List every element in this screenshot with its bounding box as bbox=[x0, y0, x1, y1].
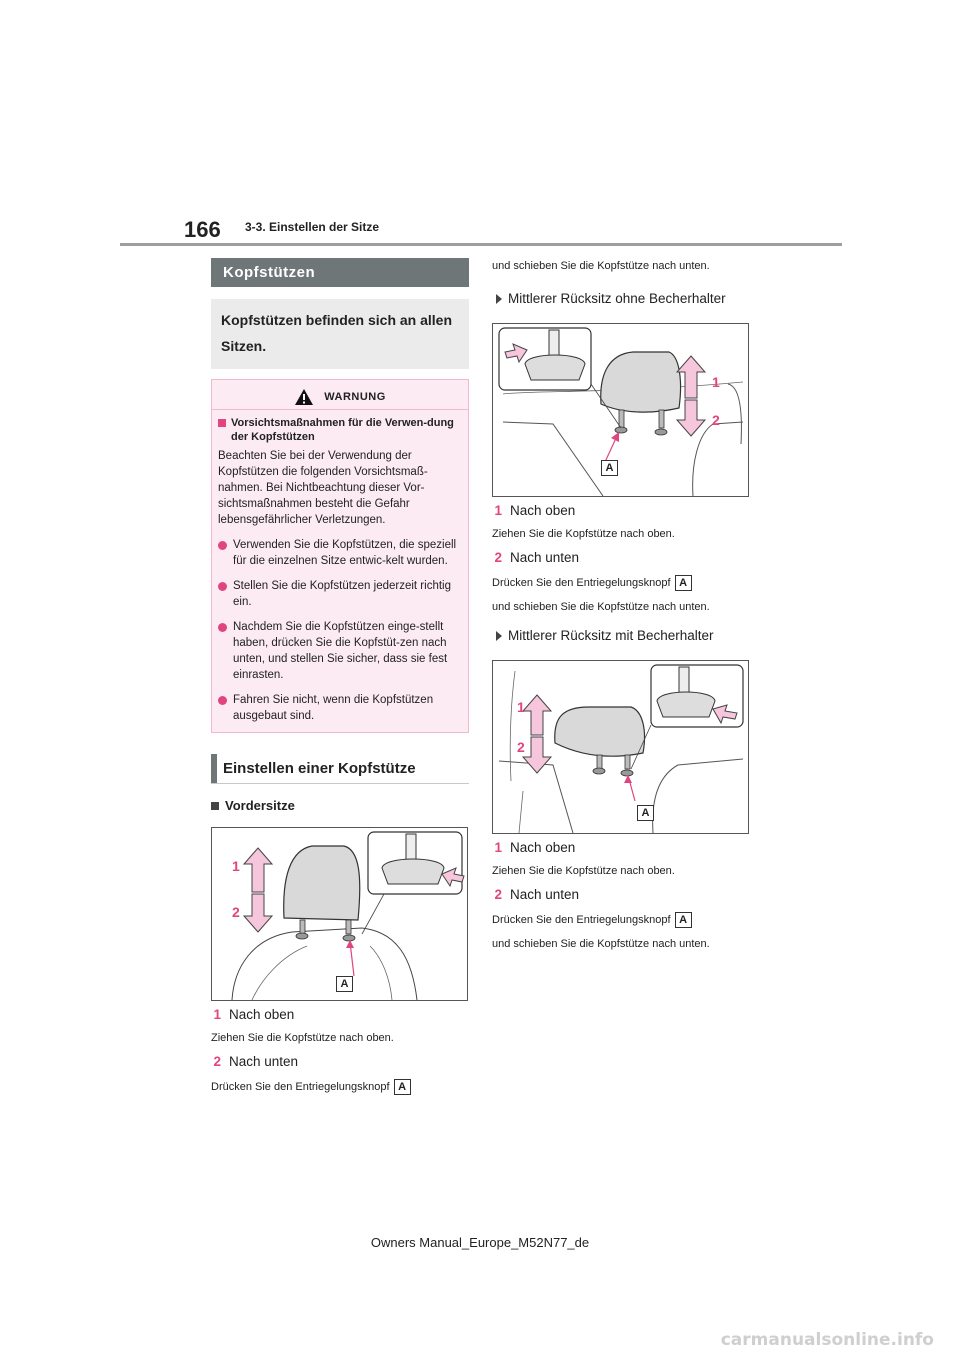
step-note bbox=[492, 575, 750, 591]
warning-label: WARNUNG bbox=[324, 390, 386, 403]
warning-title bbox=[218, 416, 462, 444]
front-seats-title: Vordersitze bbox=[225, 798, 295, 813]
watermark: carmanualsonline.info bbox=[720, 1330, 934, 1350]
warning-triangle-icon bbox=[294, 388, 314, 406]
left-column bbox=[211, 258, 469, 1095]
dot-bullet-icon bbox=[218, 541, 227, 550]
warning-item bbox=[218, 692, 462, 724]
step-number: 1 bbox=[494, 840, 502, 856]
figure-label-2: 2 bbox=[232, 904, 240, 920]
step-note-text: Drücken Sie den Entriegelungsknopf bbox=[211, 1081, 390, 1093]
figure-label-2: 2 bbox=[517, 739, 525, 756]
right-column bbox=[492, 258, 750, 952]
triangle-bullet-icon bbox=[496, 294, 502, 304]
release-button-badge: A bbox=[675, 575, 692, 591]
warning-box bbox=[211, 379, 469, 733]
warning-item-text: Stellen Sie die Kopfstützen jederzeit richtig ein. bbox=[233, 580, 451, 608]
step-number: 2 bbox=[213, 1054, 221, 1069]
continued-note: und schieben Sie die Kopfstütze nach unten. bbox=[492, 260, 710, 272]
warning-item bbox=[218, 619, 462, 683]
step-note-text: Drücken Sie den Entriegelungsknopf bbox=[492, 577, 671, 589]
triangle-bullet-icon bbox=[496, 631, 502, 641]
section-title-adjust: Einstellen einer Kopfstütze bbox=[211, 754, 469, 784]
rear-seat-no-cup-drawing bbox=[493, 324, 749, 497]
footer-text: Owners Manual_Europe_M52N77_de bbox=[370, 1235, 590, 1250]
step-label: Nach unten bbox=[229, 1054, 299, 1069]
header-section-title: 3-3. Einstellen der Sitze bbox=[245, 220, 380, 234]
section-title-headrests: Kopfstützen bbox=[211, 258, 469, 287]
figure-label-1: 1 bbox=[232, 858, 240, 874]
step-number: 2 bbox=[494, 550, 502, 565]
warning-item bbox=[218, 578, 462, 610]
warning-item bbox=[218, 537, 462, 569]
warning-item-text: Fahren Sie nicht, wenn die Kopfstützen ausgebaut sind. bbox=[233, 694, 434, 722]
intro-box: Kopfstützen befinden sich an allen Sitzen. bbox=[211, 299, 469, 369]
page-number: 166 bbox=[184, 217, 221, 242]
rear-seat-cup-drawing bbox=[493, 661, 749, 834]
step-note: Ziehen Sie die Kopfstütze nach oben. bbox=[211, 1032, 394, 1044]
rear-no-cup-title: Mittlerer Rücksitz ohne Becherhalter bbox=[508, 291, 726, 306]
dot-bullet-icon bbox=[218, 696, 227, 705]
figure-label-2: 2 bbox=[712, 412, 720, 428]
step-number: 1 bbox=[213, 1007, 221, 1022]
step-number: 2 bbox=[494, 887, 502, 903]
front-seats-heading bbox=[211, 798, 469, 813]
step-down bbox=[492, 550, 750, 565]
step-note-continued: und schieben Sie die Kopfstütze nach unten. bbox=[492, 601, 710, 614]
step-label: Nach unten bbox=[510, 887, 580, 903]
step-label: Nach oben bbox=[510, 503, 576, 518]
step-up bbox=[492, 503, 750, 518]
step-note-text: Drücken Sie den Entriegelungsknopf bbox=[492, 914, 671, 927]
rear-cup-title: Mittlerer Rücksitz mit Becherhalter bbox=[508, 628, 714, 644]
release-button-badge: A bbox=[394, 1079, 411, 1095]
step-label: Nach unten bbox=[510, 550, 580, 565]
step-label: Nach oben bbox=[229, 1007, 295, 1022]
step-note-continued: und schieben Sie die Kopfstütze nach unten. bbox=[492, 938, 710, 951]
rear-cup-heading bbox=[492, 628, 750, 643]
step-note: Ziehen Sie die Kopfstütze nach oben. bbox=[492, 865, 675, 878]
step-down bbox=[492, 887, 750, 902]
warning-title-text: Vorsichtsmaßnahmen für die Verwen-dung der Kopfstützen bbox=[231, 417, 454, 443]
step-note: Ziehen Sie die Kopfstütze nach oben. bbox=[492, 528, 675, 540]
figure-label-1: 1 bbox=[517, 699, 525, 716]
step-down bbox=[211, 1054, 469, 1069]
figure-label-a: A bbox=[637, 805, 654, 821]
figure-label-a: A bbox=[336, 976, 353, 992]
rear-no-cup-heading bbox=[492, 291, 750, 306]
warning-body: Beachten Sie bei der Verwendung der Kopfstützen die folgenden Vorsichtsmaß-nahmen. Bei Nichtbeachtung dieser Vor-sichtsmaßnahmen besteht die Gefahr lebensgefährlicher Verletzungen. bbox=[218, 450, 428, 526]
step-up bbox=[211, 1007, 469, 1022]
front-seat-illustration bbox=[211, 827, 468, 1001]
header-divider bbox=[120, 243, 842, 246]
figure-label-1: 1 bbox=[712, 374, 720, 390]
rear-seat-no-cup-illustration bbox=[492, 323, 749, 497]
step-up bbox=[492, 840, 750, 855]
step-label: Nach oben bbox=[510, 840, 576, 856]
dot-bullet-icon bbox=[218, 623, 227, 632]
warning-header bbox=[212, 384, 468, 410]
warning-item-text: Verwenden Sie die Kopfstützen, die speziell für die einzelnen Sitze entwic-kelt wurden. bbox=[233, 539, 457, 567]
square-bullet-icon bbox=[211, 802, 219, 810]
warning-item-text: Nachdem Sie die Kopfstützen einge-stellt haben, drücken Sie die Kopfstüt-zen nach unten, und stellen Sie sicher, dass sie fest einrasten. bbox=[233, 621, 448, 681]
rear-seat-cup-illustration bbox=[492, 660, 749, 834]
figure-label-a: A bbox=[601, 460, 618, 476]
step-note bbox=[492, 912, 750, 928]
step-note bbox=[211, 1079, 469, 1095]
dot-bullet-icon bbox=[218, 582, 227, 591]
step-number: 1 bbox=[494, 503, 502, 518]
square-bullet-icon bbox=[218, 419, 226, 427]
release-button-badge: A bbox=[675, 912, 692, 928]
